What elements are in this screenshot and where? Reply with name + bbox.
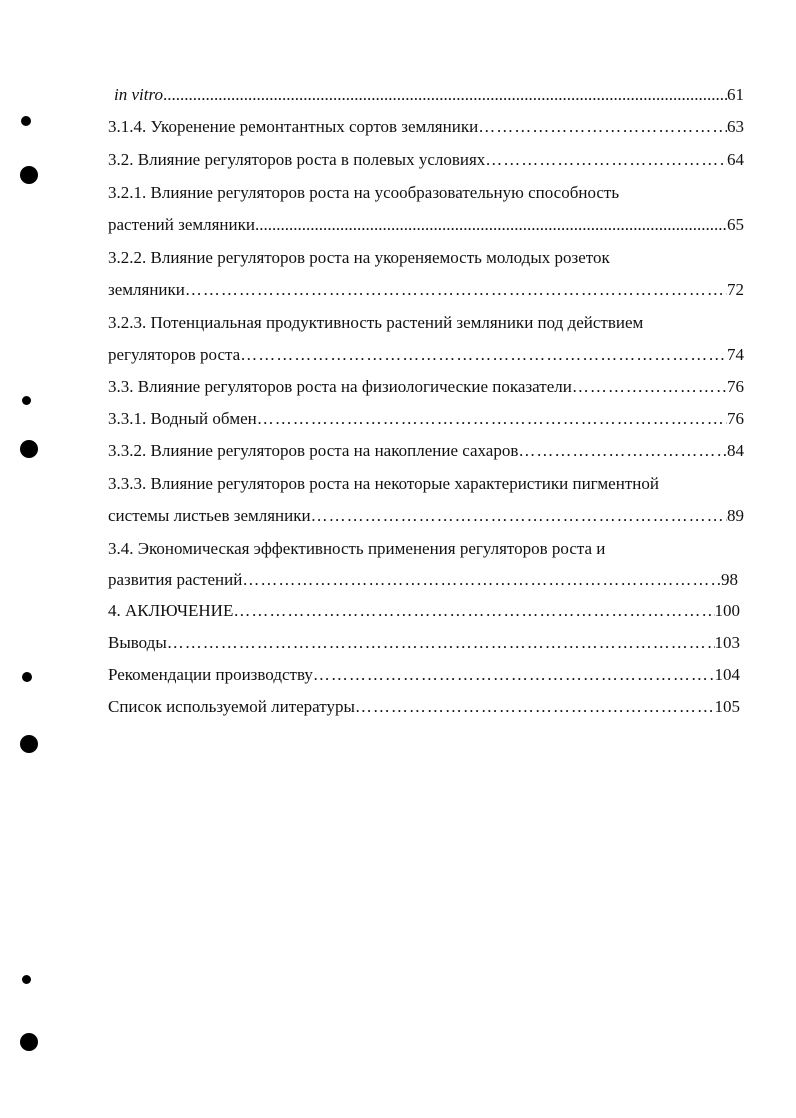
- toc-entry-page: 84: [727, 441, 744, 460]
- toc-entry-page: 98: [721, 570, 738, 589]
- toc-entry: [108, 310, 744, 336]
- toc-entry: [108, 374, 744, 400]
- toc-entry-title: 3.3.1. Водный обмен: [108, 409, 257, 428]
- toc-leader-dots: [167, 630, 715, 656]
- toc-entry-title: растений земляники: [108, 215, 255, 234]
- toc-entry: [108, 82, 744, 108]
- toc-leader-dots: [478, 114, 727, 140]
- toc-entry: [108, 277, 744, 303]
- toc-leader-dots: [233, 598, 714, 624]
- toc-leader-dots: [311, 503, 727, 529]
- toc-entry: [108, 567, 738, 593]
- toc-entry: [108, 212, 744, 238]
- toc-entry: [108, 598, 740, 624]
- toc-entry-title: Рекомендации производству: [108, 665, 313, 684]
- toc-leader-dots: [240, 342, 727, 368]
- toc-entry-title: Список используемой литературы: [108, 697, 355, 716]
- toc-entry-page: 61: [727, 85, 744, 104]
- toc-entry-title: земляники: [108, 280, 185, 299]
- toc-entry-page: 72: [727, 280, 744, 299]
- toc-leader-dots: [572, 374, 727, 400]
- toc-leader-dots: [518, 438, 727, 464]
- toc-entry-page: 63: [727, 117, 744, 136]
- toc-entry-title: развития растений: [108, 570, 243, 589]
- toc-leader-dots: [163, 82, 727, 108]
- toc-entry-title: 3.2.2. Влияние регуляторов роста на укореняемость молодых розеток: [108, 248, 610, 267]
- toc-entry-title: 3.4. Экономическая эффективность применения регуляторов роста и: [108, 539, 606, 558]
- toc-entry-title: Выводы: [108, 633, 167, 652]
- toc-entry: [108, 536, 744, 562]
- toc-entry-title: in vitro: [114, 85, 163, 104]
- toc-leader-dots: [313, 662, 715, 688]
- binder-hole: [20, 1033, 38, 1051]
- binder-hole: [22, 396, 31, 405]
- toc-entry-title: 3.2. Влияние регуляторов роста в полевых условиях: [108, 150, 486, 169]
- toc-entry-title: регуляторов роста: [108, 345, 241, 364]
- toc-entry-page: 64: [727, 150, 744, 169]
- toc-entry: [108, 503, 744, 529]
- toc-entry-page: 65: [727, 215, 744, 234]
- toc-entry: [108, 438, 744, 464]
- toc-entry-page: 100: [714, 601, 740, 620]
- toc-leader-dots: [255, 212, 727, 238]
- toc-entry: [108, 114, 744, 140]
- toc-entry-title: 3.3.2. Влияние регуляторов роста на накопление сахаров: [108, 441, 519, 460]
- toc-entry-page: 89: [727, 506, 744, 525]
- toc-leader-dots: [257, 406, 727, 432]
- toc-leader-dots: [242, 567, 721, 593]
- toc-entry-page: 104: [714, 665, 740, 684]
- toc-entry: [108, 147, 744, 173]
- binder-hole: [20, 166, 38, 184]
- binder-hole: [21, 116, 31, 126]
- toc-entry-page: 105: [714, 697, 740, 716]
- toc-entry: [108, 245, 744, 271]
- toc-entry: [108, 180, 744, 206]
- toc-entry: [108, 406, 744, 432]
- toc-entry-title: 3.1.4. Укоренение ремонтантных сортов земляники: [108, 117, 479, 136]
- toc-entry: [108, 471, 744, 497]
- toc-entry-page: 76: [727, 377, 744, 396]
- binder-hole: [22, 672, 32, 682]
- toc-entry: [108, 630, 740, 656]
- toc-entry-title: 3.3. Влияние регуляторов роста на физиологические показатели: [108, 377, 572, 396]
- toc-leader-dots: [355, 694, 715, 720]
- binder-hole: [20, 440, 38, 458]
- toc-entry: [108, 342, 744, 368]
- toc-entry-page: 103: [714, 633, 740, 652]
- toc-entry-page: 76: [727, 409, 744, 428]
- binder-hole: [22, 975, 31, 984]
- toc-entry: [108, 662, 740, 688]
- toc-entry-title: 4. АКЛЮЧЕНИЕ: [108, 601, 234, 620]
- toc-leader-dots: [185, 277, 727, 303]
- binder-hole: [20, 735, 38, 753]
- toc-entry: [108, 694, 740, 720]
- toc-entry-title: 3.2.3. Потенциальная продуктивность растений земляники под действием: [108, 313, 644, 332]
- toc-leader-dots: [485, 147, 727, 173]
- toc-entry-title: системы листьев земляники: [108, 506, 311, 525]
- toc-entry-page: 74: [727, 345, 744, 364]
- toc-entry-title: 3.2.1. Влияние регуляторов роста на усообразовательную способность: [108, 183, 620, 202]
- toc-entry-title: 3.3.3. Влияние регуляторов роста на некоторые характеристики пигментной: [108, 474, 659, 493]
